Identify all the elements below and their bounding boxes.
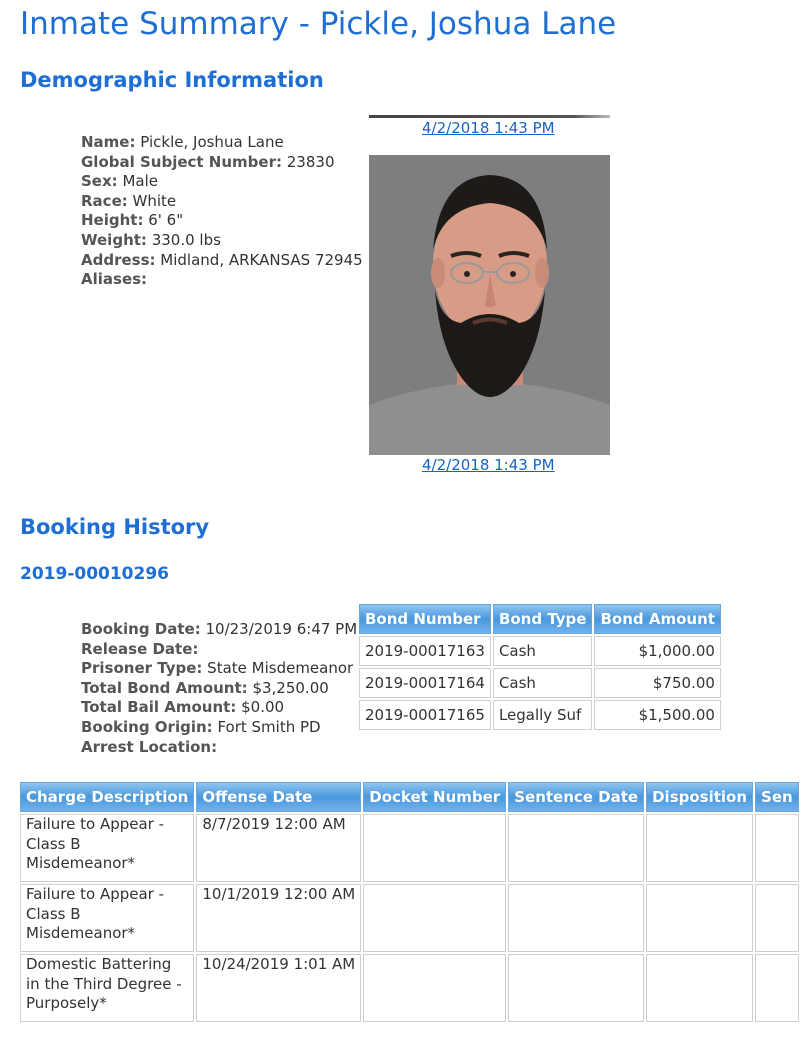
field-arrest-location: Arrest Location: — [81, 737, 218, 756]
offense-date-cell: 10/24/2019 1:01 AM — [196, 954, 361, 1022]
page-title: Inmate Summary - Pickle, Joshua Lane — [20, 6, 617, 42]
sentence-cell — [755, 954, 799, 1022]
bond-number-cell: 2019-00017163 — [359, 636, 491, 666]
field-aliases: Aliases: — [81, 270, 148, 289]
bond-amount-cell: $750.00 — [594, 668, 720, 698]
bond-amount-header: Bond Amount — [594, 604, 720, 634]
table-row — [20, 954, 799, 1022]
charge-description-header: Charge Description — [20, 782, 194, 812]
table-row — [359, 700, 721, 730]
bond-type-header: Bond Type — [493, 604, 593, 634]
docket-number-cell — [363, 814, 506, 882]
field-address: Address: Midland, ARKANSAS 72945 — [81, 250, 363, 269]
sentence-date-header: Sentence Date — [508, 782, 644, 812]
sentence-header-truncated: Sen — [755, 782, 799, 812]
charges-table-viewport[interactable] — [18, 780, 793, 1041]
bond-type-cell: Cash — [493, 668, 593, 698]
demographics-fields — [81, 133, 363, 290]
booking-number-heading: 2019-00010296 — [20, 564, 169, 584]
table-row — [20, 814, 799, 882]
sentence-date-cell — [508, 884, 644, 952]
disposition-header: Disposition — [646, 782, 753, 812]
sentence-cell — [755, 884, 799, 952]
bond-number-cell: 2019-00017164 — [359, 668, 491, 698]
disposition-cell — [646, 884, 753, 952]
sentence-cell — [755, 814, 799, 882]
field-global-subject-number: Global Subject Number: 23830 — [81, 152, 335, 171]
photo-date-link-top[interactable]: 4/2/2018 1:43 PM — [422, 119, 555, 137]
offense-date-header: Offense Date — [196, 782, 361, 812]
bond-table-header — [359, 604, 721, 634]
booking-fields — [81, 620, 357, 757]
field-race: Race: White — [81, 191, 177, 210]
booking-photo[interactable] — [369, 155, 610, 455]
field-height: Height: 6' 6" — [81, 211, 184, 230]
charges-table-header — [20, 782, 799, 812]
bond-type-cell: Cash — [493, 636, 593, 666]
bond-type-cell: Legally Suf — [493, 700, 593, 730]
offense-date-cell: 10/1/2019 12:00 AM — [196, 884, 361, 952]
field-booking-origin: Booking Origin: Fort Smith PD — [81, 717, 321, 736]
field-prisoner-type: Prisoner Type: State Misdemeanor — [81, 659, 354, 678]
disposition-cell — [646, 954, 753, 1022]
bond-number-cell: 2019-00017165 — [359, 700, 491, 730]
bond-amount-cell: $1,500.00 — [594, 700, 720, 730]
offense-date-cell: 8/7/2019 12:00 AM — [196, 814, 361, 882]
field-total-bond-amount: Total Bond Amount: $3,250.00 — [81, 678, 329, 697]
bond-number-header: Bond Number — [359, 604, 491, 634]
field-weight: Weight: 330.0 lbs — [81, 230, 221, 249]
booking-photo-image — [369, 155, 610, 455]
charge-description-cell: Domestic Battering in the Third Degree - Purposely* — [20, 954, 194, 1022]
charge-description-cell: Failure to Appear - Class B Misdemeanor* — [20, 884, 194, 952]
bond-amount-cell: $1,000.00 — [594, 636, 720, 666]
bond-table — [357, 602, 723, 732]
table-row — [20, 884, 799, 952]
previous-photo-edge — [369, 115, 610, 118]
sentence-date-cell — [508, 814, 644, 882]
field-release-date: Release Date: — [81, 639, 199, 658]
booking-history-heading: Booking History — [20, 515, 210, 539]
table-row — [359, 668, 721, 698]
charge-description-cell: Failure to Appear - Class B Misdemeanor* — [20, 814, 194, 882]
docket-number-cell — [363, 884, 506, 952]
field-name: Name: Pickle, Joshua Lane — [81, 133, 284, 151]
docket-number-cell — [363, 954, 506, 1022]
table-row — [359, 636, 721, 666]
field-booking-date: Booking Date: 10/23/2019 6:47 PM — [81, 620, 358, 638]
field-sex: Sex: Male — [81, 172, 158, 191]
charges-table — [18, 780, 801, 1024]
field-total-bail-amount: Total Bail Amount: $0.00 — [81, 698, 285, 717]
sentence-date-cell — [508, 954, 644, 1022]
demographics-heading: Demographic Information — [20, 68, 324, 92]
disposition-cell — [646, 814, 753, 882]
photo-date-link-bottom[interactable]: 4/2/2018 1:43 PM — [422, 456, 555, 474]
docket-number-header: Docket Number — [363, 782, 506, 812]
